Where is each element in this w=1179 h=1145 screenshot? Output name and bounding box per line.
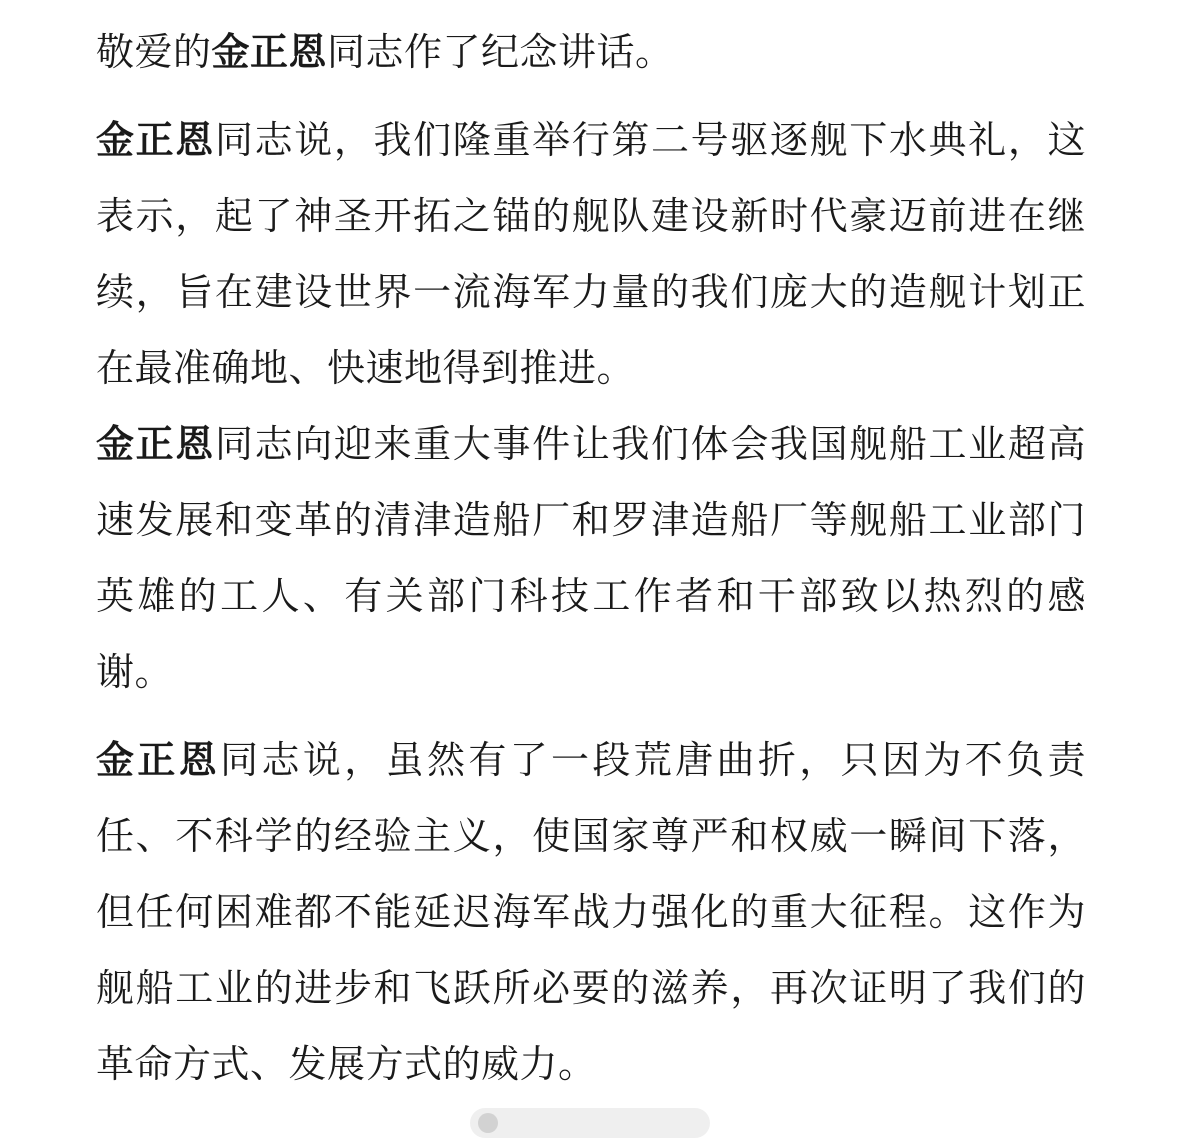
paragraph-thanks	[96, 406, 1086, 710]
paragraph-intro	[96, 14, 1086, 90]
watermark	[470, 1108, 710, 1138]
leader-name: 金正恩	[96, 422, 215, 466]
paragraph-text: 同志向迎来重大事件让我们体会我国舰船工业超高速发展和变革的清津造船厂和罗津造船厂等舰船工业部门英雄的工人、有关部门科技工作者和干部致以热烈的感谢。	[96, 422, 1086, 694]
article-body	[96, 14, 1086, 1102]
paragraph-text: 同志作了纪念讲话。	[327, 30, 674, 74]
leader-name: 金正恩	[96, 738, 221, 782]
leader-name: 金正恩	[96, 118, 215, 162]
watermark-logo-icon	[478, 1113, 498, 1133]
leader-name: 金正恩	[211, 30, 328, 74]
paragraph-text: 同志说，虽然有了一段荒唐曲折，只因为不负责任、不科学的经验主义，使国家尊严和权威一瞬间下落，但任何困难都不能延迟海军战力强化的重大征程。这作为舰船工业的进步和飞跃所必要的滋养，再次证明了我们的革命方式、发展方式的威力。	[96, 738, 1086, 1086]
paragraph-lead-text: 敬爱的	[96, 30, 212, 74]
paragraph-setback	[96, 722, 1086, 1102]
paragraph-text: 同志说，我们隆重举行第二号驱逐舰下水典礼，这表示，起了神圣开拓之锚的舰队建设新时代豪迈前进在继续，旨在建设世界一流海军力量的我们庞大的造舰计划正在最准确地、快速地得到推进。	[96, 118, 1086, 390]
paragraph-launch-ceremony	[96, 102, 1086, 406]
